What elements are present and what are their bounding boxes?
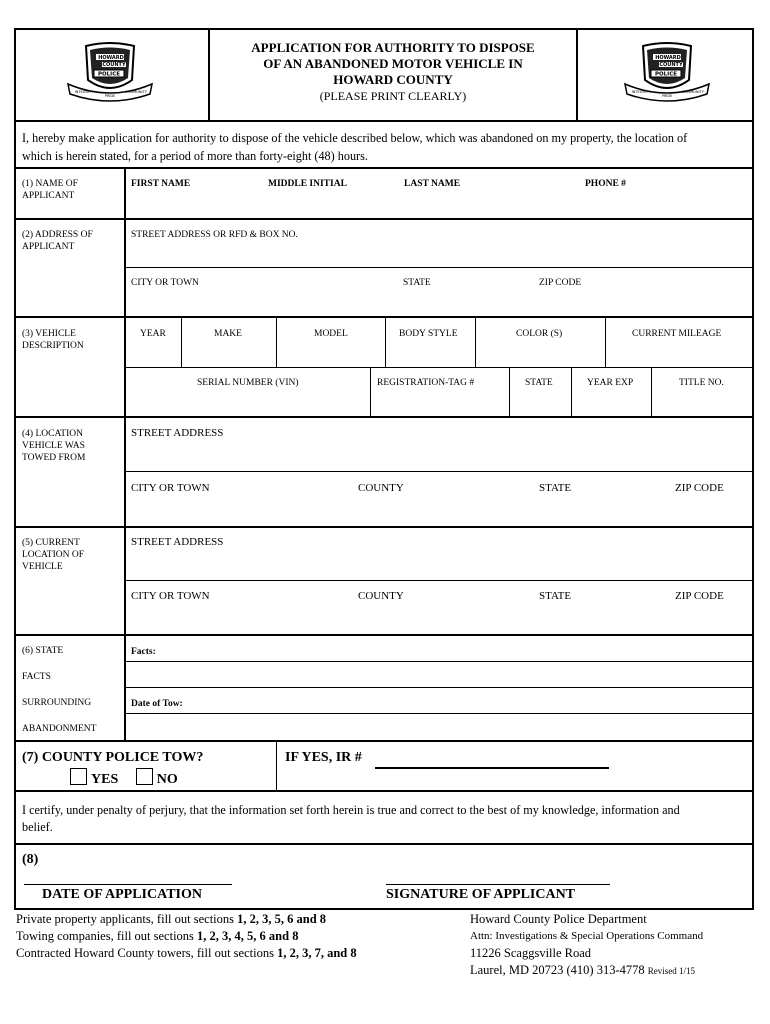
- applicant-state-field[interactable]: STATE: [403, 278, 431, 288]
- vehicle-mileage-field[interactable]: CURRENT MILEAGE: [632, 329, 722, 339]
- rule: [475, 316, 476, 367]
- s5-label-3: VEHICLE: [22, 562, 63, 572]
- first-name-field[interactable]: FIRST NAME: [131, 179, 191, 189]
- towed-from-city-field[interactable]: CITY OR TOWN: [131, 482, 210, 494]
- rule: [14, 634, 754, 636]
- badge-text-top: HOWARD: [98, 55, 124, 61]
- vehicle-body-style-field[interactable]: BODY STYLE: [399, 329, 458, 339]
- rule: [509, 367, 510, 416]
- s3-label: [22, 328, 84, 352]
- badge-text-mid: COUNTY: [102, 62, 126, 68]
- footer-dept: Howard County Police Department: [470, 912, 647, 926]
- date-of-application-label: DATE OF APPLICATION: [42, 887, 202, 902]
- form-title: [210, 40, 576, 104]
- badge-text-police: POLICE: [654, 71, 678, 78]
- rule: [124, 367, 754, 368]
- footer-instruction-1-text: Private property applicants, fill out sections: [16, 912, 238, 926]
- rule: [14, 218, 754, 220]
- rule: [605, 316, 606, 367]
- footer-instruction-3-text: Contracted Howard County towers, fill out sections: [16, 946, 278, 960]
- footer-instruction-1-sections: 1, 2, 3, 5, 6 and 8: [237, 912, 327, 926]
- towed-from-state-field[interactable]: STATE: [539, 482, 572, 494]
- rule: [14, 526, 754, 528]
- signature-line[interactable]: [386, 884, 610, 885]
- ir-number-input[interactable]: [375, 767, 609, 769]
- intro-line-1: I, hereby make application for authority to dispose of the vehicle described below, which was abandoned on my property, the location of: [22, 131, 688, 145]
- s5-label: [22, 537, 84, 573]
- title-line-1: APPLICATION FOR AUTHORITY TO DISPOSE: [251, 40, 535, 55]
- footer-instruction-2-sections: 1, 2, 3, 4, 5, 6 and 8: [197, 929, 299, 943]
- towed-from-street-field[interactable]: STREET ADDRESS: [131, 427, 224, 439]
- s4-label: [22, 428, 85, 464]
- footer-instruction-3: [16, 946, 357, 961]
- rule: [124, 267, 754, 268]
- s6-label-4: ABANDONMENT: [22, 724, 97, 734]
- current-state-field[interactable]: STATE: [539, 590, 572, 602]
- phone-field[interactable]: PHONE #: [585, 179, 626, 189]
- s3-label-1: (3) VEHICLE: [22, 329, 76, 339]
- vehicle-make-field[interactable]: MAKE: [214, 329, 242, 339]
- rule: [571, 367, 572, 416]
- signature-label: SIGNATURE OF APPLICANT: [386, 887, 576, 902]
- date-of-application-line[interactable]: [24, 884, 232, 885]
- s6-label-1: (6) STATE: [22, 646, 64, 656]
- intro-line-2: which is herein stated, for a period of more than forty-eight (48) hours.: [22, 149, 368, 163]
- vehicle-tag-field[interactable]: REGISTRATION-TAG #: [377, 378, 475, 388]
- footer-city-phone: [470, 963, 695, 978]
- badge-text-police: POLICE: [97, 71, 121, 78]
- vehicle-title-no-field[interactable]: TITLE NO.: [679, 378, 724, 388]
- applicant-city-field[interactable]: CITY OR TOWN: [131, 278, 199, 288]
- footer-city-phone-text: Laurel, MD 20723 (410) 313-4778: [470, 963, 645, 977]
- rule: [14, 843, 754, 845]
- vehicle-state-field[interactable]: STATE: [525, 378, 553, 388]
- s5-label-2: LOCATION OF: [22, 550, 85, 560]
- rule: [14, 416, 754, 418]
- footer-instruction-2: [16, 929, 298, 944]
- badge-text-left: INTEGRITY: [74, 90, 94, 94]
- badge-text-center: PRIDE: [104, 94, 116, 98]
- police-badge-icon: [623, 40, 711, 104]
- title-line-2: OF AN ABANDONED MOTOR VEHICLE IN: [263, 56, 523, 71]
- county-police-tow-question: (7) COUNTY POLICE TOW?: [22, 750, 204, 765]
- badge-text-top: HOWARD: [655, 55, 681, 61]
- rule: [124, 713, 754, 714]
- rule: [124, 580, 754, 581]
- towed-from-county-field[interactable]: COUNTY: [358, 482, 404, 494]
- footer-street: 11226 Scaggsville Road: [470, 946, 592, 960]
- facts-field[interactable]: Facts:: [131, 647, 156, 657]
- vehicle-model-field[interactable]: MODEL: [314, 329, 348, 339]
- s6-label-3: SURROUNDING: [22, 698, 92, 708]
- s2-label: [22, 229, 93, 253]
- vehicle-year-exp-field[interactable]: YEAR EXP: [587, 378, 634, 388]
- footer-attn: Attn: Investigations & Special Operations Command: [470, 930, 704, 942]
- last-name-field[interactable]: LAST NAME: [404, 179, 461, 189]
- header-divider-right: [576, 28, 578, 122]
- rule: [370, 367, 371, 416]
- no-label: NO: [156, 772, 178, 787]
- s1-label-2: APPLICANT: [22, 191, 75, 201]
- rule: [124, 687, 754, 688]
- rule: [181, 316, 182, 367]
- middle-initial-field[interactable]: MIDDLE INITIAL: [268, 179, 347, 189]
- rule: [276, 740, 277, 792]
- rule: [385, 316, 386, 367]
- s1-label-1: (1) NAME OF: [22, 179, 78, 189]
- rule: [124, 661, 754, 662]
- s6-label-2: FACTS: [22, 672, 51, 682]
- towed-from-zip-field[interactable]: ZIP CODE: [675, 482, 724, 494]
- s5-label-1: (5) CURRENT: [22, 538, 80, 548]
- vehicle-year-field[interactable]: YEAR: [140, 329, 166, 339]
- certify-line-1: I certify, under penalty of perjury, that the information set forth herein is true and correct to the best of my knowledge, information and: [22, 803, 680, 817]
- vehicle-vin-field[interactable]: SERIAL NUMBER (VIN): [197, 378, 299, 388]
- current-county-field[interactable]: COUNTY: [358, 590, 404, 602]
- label-column-divider: [124, 167, 126, 741]
- yes-checkbox[interactable]: [70, 768, 87, 785]
- badge-text-right: COMMUNITY: [682, 90, 704, 94]
- s4-label-3: TOWED FROM: [22, 453, 86, 463]
- date-of-tow-field[interactable]: Date of Tow:: [131, 699, 183, 709]
- footer-instruction-1: [16, 912, 326, 927]
- rule: [14, 316, 754, 318]
- no-checkbox[interactable]: [136, 768, 153, 785]
- badge-text-right: COMMUNITY: [125, 90, 147, 94]
- badge-text-mid: COUNTY: [659, 62, 683, 68]
- current-street-field[interactable]: STREET ADDRESS: [131, 536, 224, 548]
- badge-text-center: PRIDE: [661, 94, 673, 98]
- applicant-street-field[interactable]: STREET ADDRESS OR RFD & BOX NO.: [131, 230, 298, 240]
- s3-label-2: DESCRIPTION: [22, 341, 84, 351]
- s2-label-1: (2) ADDRESS OF: [22, 230, 93, 240]
- footer-instruction-3-sections: 1, 2, 3, 7, and 8: [277, 946, 357, 960]
- badge-text-left: INTEGRITY: [631, 90, 651, 94]
- certify-line-2: belief.: [22, 820, 53, 834]
- current-city-field[interactable]: CITY OR TOWN: [131, 590, 210, 602]
- footer-instruction-2-text: Towing companies, fill out sections: [16, 929, 198, 943]
- tow-options: [70, 768, 178, 788]
- vehicle-color-field[interactable]: COLOR (S): [516, 329, 563, 339]
- rule: [124, 471, 754, 472]
- footer-revised: Revised 1/15: [647, 966, 695, 976]
- ir-number-label: IF YES, IR #: [285, 750, 362, 765]
- s4-label-1: (4) LOCATION: [22, 429, 83, 439]
- s2-label-2: APPLICANT: [22, 242, 75, 252]
- police-badge-icon: [66, 40, 154, 104]
- yes-label: YES: [91, 772, 119, 787]
- current-zip-field[interactable]: ZIP CODE: [675, 590, 724, 602]
- applicant-zip-field[interactable]: ZIP CODE: [539, 278, 582, 288]
- rule: [276, 316, 277, 367]
- s4-label-2: VEHICLE WAS: [22, 441, 85, 451]
- s8-number: (8): [22, 852, 39, 867]
- title-line-3: HOWARD COUNTY: [333, 72, 453, 87]
- rule: [651, 367, 652, 416]
- s1-label: [22, 178, 78, 202]
- form-subtitle: (PLEASE PRINT CLEARLY): [319, 89, 467, 103]
